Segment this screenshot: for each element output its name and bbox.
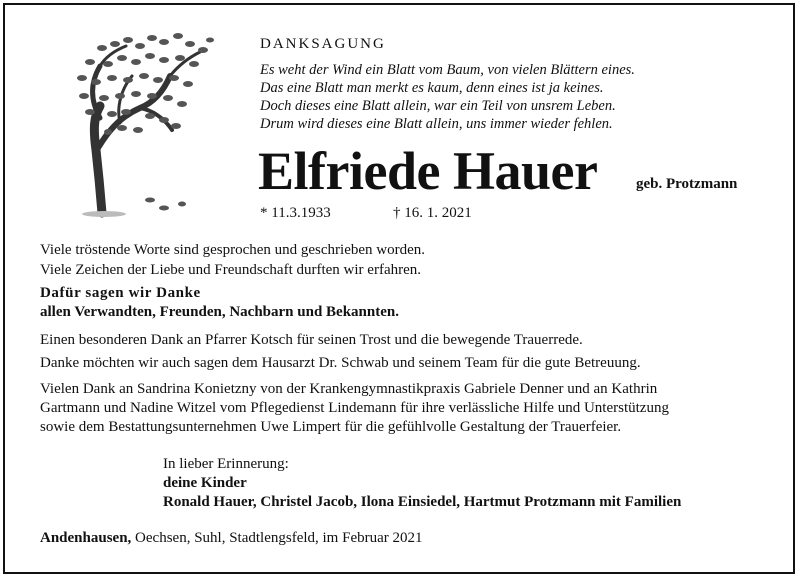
poem-line: Doch dieses eine Blatt allein, war ein Teil von unsrem Leben. (260, 98, 616, 114)
birth-date: * 11.3.1933 (260, 205, 331, 221)
poem-line: Es weht der Wind ein Blatt vom Baum, von vielen Blättern eines. (260, 62, 635, 78)
thanks-heading: Dafür sagen wir Danke (40, 285, 201, 301)
deceased-name: Elfriede Hauer (258, 141, 598, 201)
maiden-name: geb. Protzmann (636, 176, 738, 192)
children-names: Ronald Hauer, Christel Jacob, Ilona Einsiedel, Hartmut Protzmann mit Familien (163, 494, 682, 510)
care-thanks-line: sowie dem Bestattungsunternehmen Uwe Limpert für die gefühlvolle Gestaltung der Trauerfeier. (40, 419, 622, 435)
body-line: Viele tröstende Worte sind gesprochen und geschrieben worden. (40, 242, 425, 258)
place-main: Andenhausen, (40, 530, 132, 546)
memory-label: In lieber Erinnerung: (163, 456, 289, 472)
death-date: † 16. 1. 2021 (393, 205, 472, 221)
thanks-list: allen Verwandten, Freunden, Nachbarn und Bekannten. (40, 304, 399, 320)
heading: DANKSAGUNG (260, 36, 386, 52)
body-line: Viele Zeichen der Liebe und Freundschaft durften wir erfahren. (40, 262, 422, 278)
place-rest: Oechsen, Suhl, Stadtlengsfeld, im Februar 2021 (131, 530, 423, 546)
poem-line: Das eine Blatt man merkt es kaum, denn eines ist ja keines. (260, 80, 604, 96)
care-thanks-line: Vielen Dank an Sandrina Konietzny von der Krankengymnastikpraxis Gabriele Denner und an Kathrin (40, 381, 658, 397)
care-thanks-line: Gartmann und Nadine Witzel vom Pflegedienst Lindemann für ihre verlässliche Hilfe und Unterstützung (40, 400, 669, 416)
place-date (40, 530, 423, 547)
poem-line: Drum wird dieses eine Blatt allein, uns immer wieder fehlen. (260, 116, 613, 132)
children-label: deine Kinder (163, 475, 247, 491)
poem (260, 61, 635, 133)
doctor-thanks: Danke möchten wir auch sagen dem Hausarzt Dr. Schwab und seinem Team für die gute Betreuung. (40, 355, 641, 371)
pastor-thanks: Einen besonderen Dank an Pfarrer Kotsch für seinen Trost und die bewegende Trauerrede. (40, 332, 583, 348)
tree-illustration-icon (60, 28, 235, 218)
